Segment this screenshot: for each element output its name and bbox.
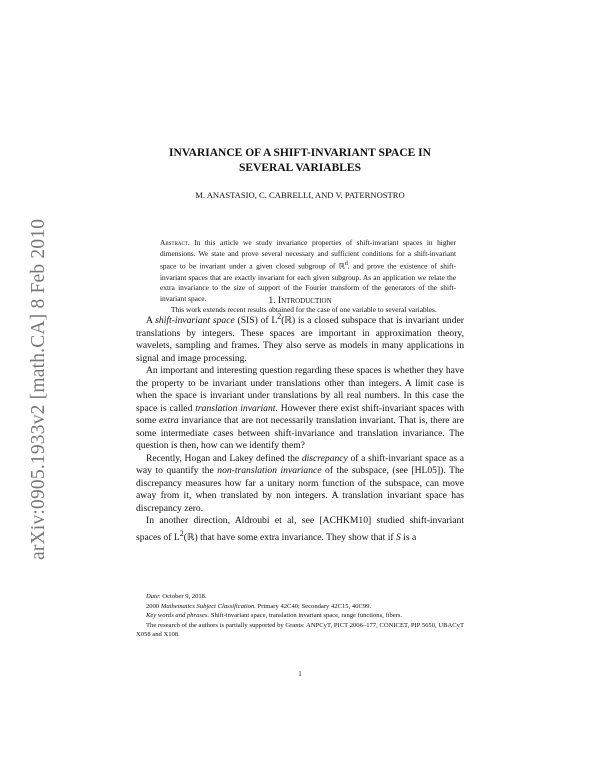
section-heading-introduction: [100, 295, 500, 306]
page-number: 1: [298, 670, 302, 678]
footnote-keywords: [136, 611, 464, 621]
emphasis-text: non-translation invariance: [217, 465, 322, 477]
abstract-text-2: , and prove the existence of shift-invariant spaces that are exactly invariant for each given subgroup. As an application we relate the extra invariance to the size of support of the Fourier transform of the generators of the shift-invariant space.: [160, 261, 456, 303]
text-run: . However there exist shift-invariant spaces with some: [136, 402, 464, 427]
footnotes-block: [136, 592, 464, 640]
text-run: (ℝ) is a closed subspace that is invariant under translations by integers. These spaces are important in approximation theory, wavelets, sampling and frames. They also serve as models in many applications in signal and image processing.: [136, 315, 464, 364]
footnote-label: Mathematics Subject Classification.: [160, 602, 256, 610]
footnote-text: : October 9, 2018.: [158, 593, 207, 600]
abstract-superscript-d: d: [344, 261, 348, 268]
superscript: 2: [179, 528, 184, 538]
footnote-label: Date: [146, 593, 159, 600]
text-run: A: [146, 315, 156, 327]
paper-title-line-1: INVARIANCE OF A SHIFT-INVARIANT SPACE IN: [169, 147, 431, 159]
paper-title-line-2: SEVERAL VARIABLES: [239, 162, 361, 174]
footnote-msc: [136, 602, 464, 612]
emphasis-text: discrepancy: [301, 452, 348, 464]
introduction-body: [136, 311, 464, 544]
footnote-text: 2000: [146, 602, 161, 610]
emphasis-text: shift-invariant space: [155, 315, 235, 327]
footnote-text: Primary 42C40; Secondary 42C15, 46C99.: [255, 602, 372, 610]
text-run: An important and interesting question regarding these spaces is whether they have the property to be invariant under translations other than integers. A limit case is when the space is invariant under translations by all real numbers. In this case the space is called: [136, 365, 464, 414]
text-run: (SIS) of L: [234, 315, 278, 327]
emphasis-text: translation invariant: [195, 402, 276, 414]
abstract-paragraph-2: This work extends recent results obtained for the case of one variable to several variables.: [171, 304, 437, 314]
footnote-label: Key words and phrases.: [146, 612, 210, 620]
section-title: Introduction: [277, 295, 332, 306]
text-run: of the subspace, (see [HL05]). The discrepancy measures how far a unitary norm function of the subspace, can move away from it, when translated by non integers. A translation invariant space has discrepancy zero.: [136, 465, 465, 514]
math-variable: S: [395, 531, 401, 543]
text-run: In another direction, Aldroubi et al, see [ACHKM10] studied shift-invariant spaces of L: [136, 515, 464, 543]
body-paragraph-1: [136, 311, 464, 365]
paper-title: [100, 146, 500, 176]
text-run: is a: [400, 531, 417, 543]
body-paragraph-3: [136, 453, 464, 516]
emphasis-text: extra: [159, 415, 179, 427]
section-number: 1.: [268, 295, 276, 306]
footnote-date: [136, 592, 464, 602]
text-run: (ℝ) that have some extra invariance. They show that if: [183, 531, 396, 543]
abstract-label: Abstract: [160, 238, 188, 247]
abstract-text-1: . In this article we study invariance properties of shift-invariant spaces in higher dimensions. We state and prove several necessary and sufficient conditions for a shift-invariant space to be invariant under a given closed subgroup of ℝ: [160, 238, 456, 271]
author-list: M. ANASTASIO, C. CABRELLI, AND V. PATERNOSTRO: [195, 190, 405, 200]
footnote-text: Shift-invariant space, translation invariant space, range functions, fibers.: [209, 612, 403, 620]
text-run: of a shift-invariant space as a way to quantify the: [136, 452, 465, 477]
superscript: 2: [277, 312, 282, 321]
body-paragraph-2: [136, 365, 464, 453]
text-run: Recently, Hogan and Lakey defined the: [146, 452, 302, 464]
text-run: invariance that are not necessarily translation invariant. That is, there are some intermediate cases between shift-invariance and translation invariance. The question is then, how can we identify them?: [136, 415, 465, 452]
footnote-funding: The research of the authors is partially supported by Grants: ANPCyT, PICT 2006–177, CONICET, PIP 5650, UBACyT X058 and X108.: [136, 621, 464, 639]
arxiv-identifier-stamp: arXiv:0905.1933v2 [math.CA] 8 Feb 2010: [28, 218, 49, 560]
body-paragraph-4: [136, 515, 464, 544]
